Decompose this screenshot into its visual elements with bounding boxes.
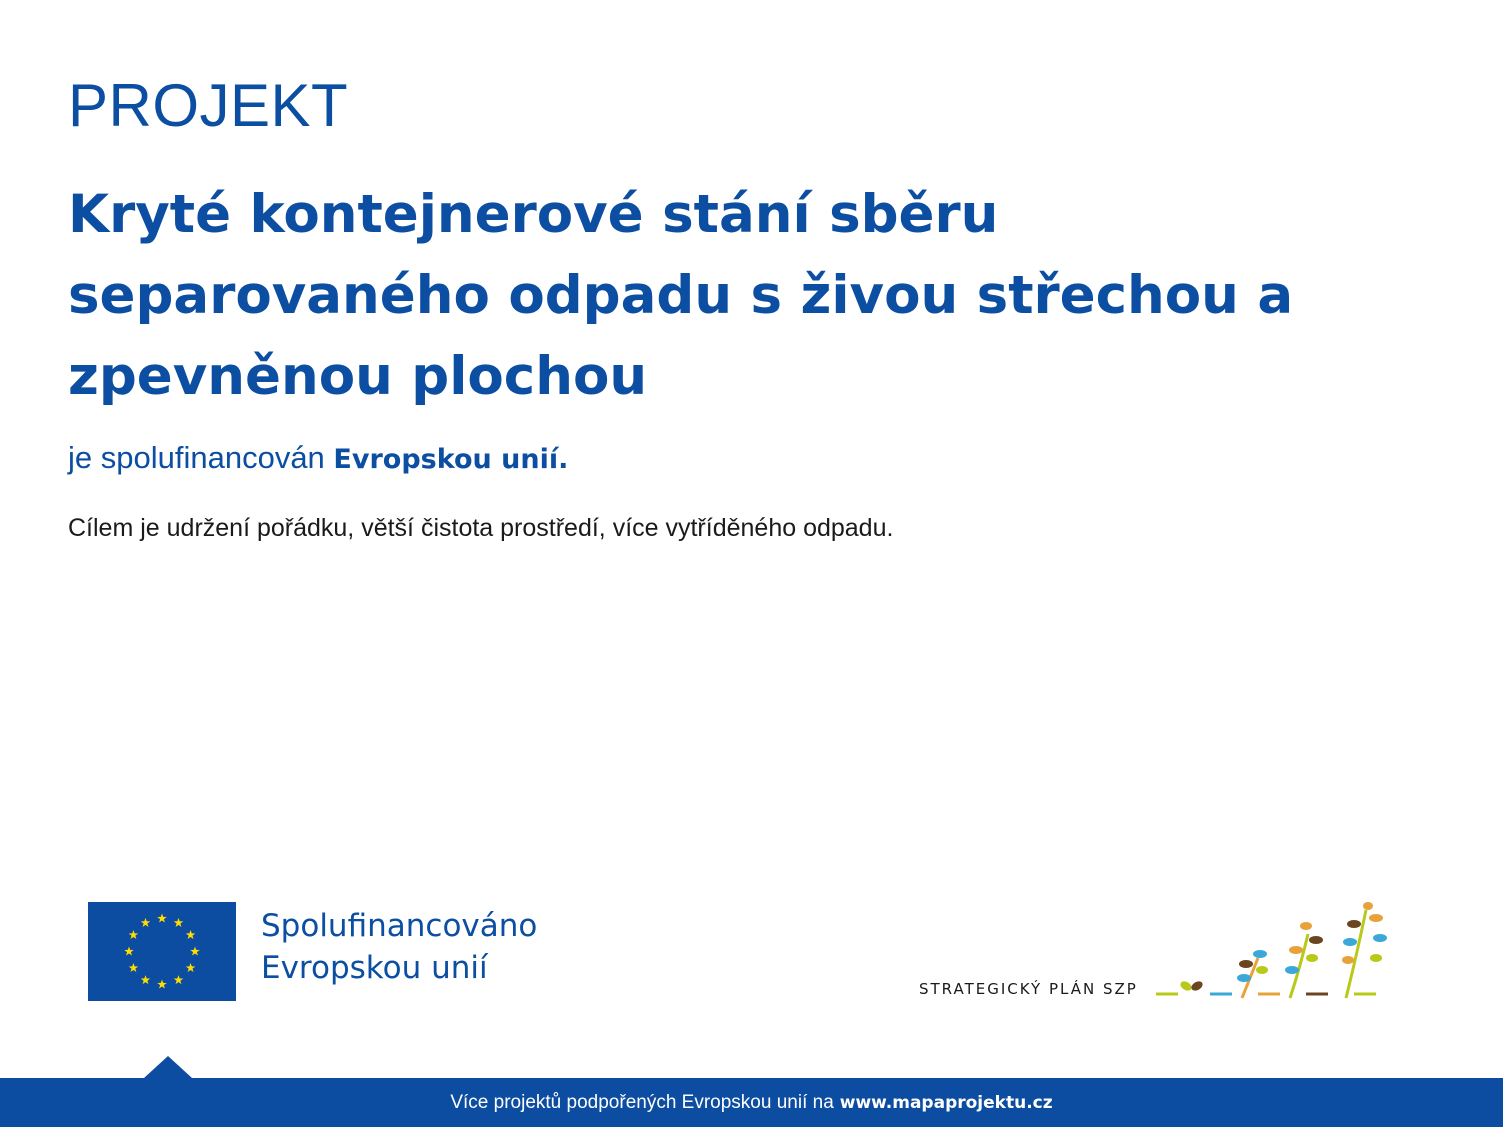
eu-star	[129, 963, 139, 972]
szp-label: STRATEGICKÝ PLÁN SZP	[919, 980, 1138, 998]
footer-text: Více projektů podpořených Evropskou unií na	[450, 1091, 834, 1113]
footer-notch	[144, 1056, 192, 1078]
eu-star	[157, 914, 167, 923]
eu-text-line1: Spolufinancováno	[261, 908, 538, 944]
cofinancing-statement	[68, 440, 568, 476]
project-label: PROJEKT	[68, 72, 349, 139]
footer-link[interactable]: www.mapaprojektu.cz	[839, 1092, 1053, 1113]
project-title: Kryté kontejnerové stání sběru separovaného odpadu s živou střechou a zpevněnou plochou	[68, 184, 1294, 407]
eu-star	[141, 918, 151, 927]
eu-star	[190, 947, 200, 956]
cofinancing-prefix: je spolufinancován	[68, 440, 325, 475]
eu-star	[186, 930, 196, 939]
eu-star	[141, 975, 151, 984]
eu-text-line2: Evropskou unií	[261, 950, 488, 986]
footer-bar	[0, 1078, 1503, 1127]
cofinancing-emphasis: Evropskou unií.	[333, 444, 569, 475]
eu-cofinanced-text	[261, 905, 537, 989]
eu-star	[174, 975, 184, 984]
eu-star	[157, 980, 167, 989]
szp-sprouts-icon	[1150, 898, 1400, 1002]
eu-star	[174, 918, 184, 927]
eu-stars	[88, 902, 236, 1001]
eu-star	[124, 947, 134, 956]
eu-flag-icon	[88, 902, 236, 1001]
eu-star	[129, 930, 139, 939]
eu-star	[186, 963, 196, 972]
project-goal: Cílem je udržení pořádku, větší čistota prostředí, více vytříděného odpadu.	[68, 514, 894, 542]
